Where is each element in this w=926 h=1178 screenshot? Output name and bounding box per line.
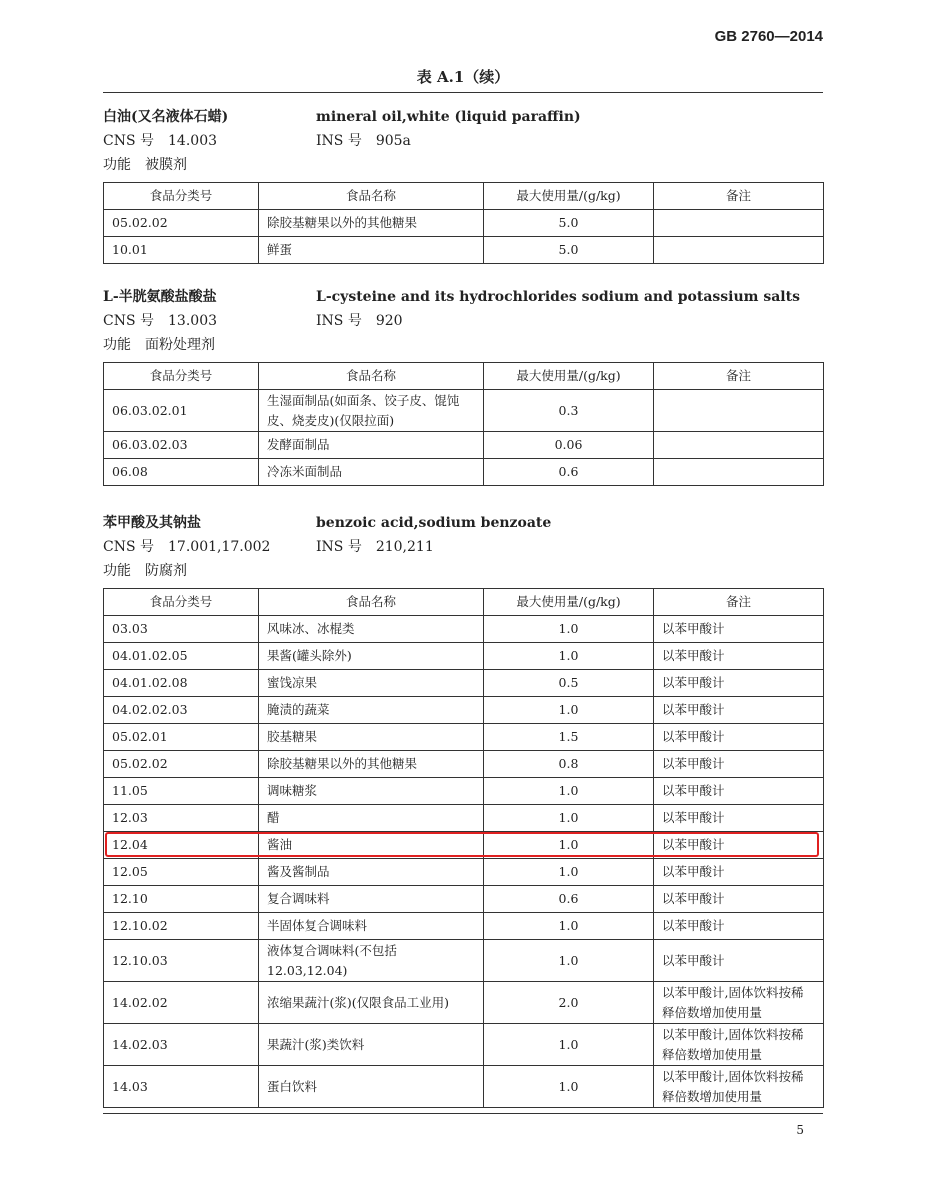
table-row <box>104 886 824 913</box>
name-en: L-cysteine and its hydrochlorides sodium and potassium salts <box>316 289 800 305</box>
category-code-cell: 06.08 <box>104 459 259 486</box>
table-row <box>104 982 824 1024</box>
table-header <box>104 589 824 616</box>
cns-number: 14.003 <box>168 133 218 149</box>
function-line <box>103 333 823 357</box>
name-line <box>103 105 823 129</box>
max-usage-cell: 1.0 <box>484 913 654 940</box>
max-usage-cell: 0.6 <box>484 459 654 486</box>
column-header: 食品分类号 <box>104 589 259 616</box>
table-row <box>104 670 824 697</box>
food-name-cell: 胶基糖果 <box>259 724 484 751</box>
ins-number: 905a <box>375 133 411 149</box>
table-row <box>104 913 824 940</box>
ins-label: INS 号 <box>316 539 362 555</box>
category-code-cell: 12.05 <box>104 859 259 886</box>
remark-cell: 以苯甲酸计 <box>654 940 824 982</box>
category-code-cell: 12.10.02 <box>104 913 259 940</box>
category-code-cell: 04.01.02.08 <box>104 670 259 697</box>
food-name-cell: 调味糖浆 <box>259 778 484 805</box>
food-name-cell: 浓缩果蔬汁(浆)(仅限食品工业用) <box>259 982 484 1024</box>
remark-cell: 以苯甲酸计,固体饮料按稀释倍数增加使用量 <box>654 982 824 1024</box>
cns-label: CNS 号 <box>103 539 155 555</box>
table-row <box>104 832 824 859</box>
remark-cell <box>654 459 824 486</box>
function-value: 被膜剂 <box>145 157 187 173</box>
name-line <box>103 511 823 535</box>
table-row <box>104 751 824 778</box>
cns-number: 17.001,17.002 <box>168 539 271 555</box>
food-name-cell: 发酵面制品 <box>259 432 484 459</box>
remark-cell: 以苯甲酸计 <box>654 886 824 913</box>
column-header: 备注 <box>654 589 824 616</box>
ins-number: 210,211 <box>375 539 434 555</box>
remark-cell <box>654 390 824 432</box>
food-name-cell: 除胶基糖果以外的其他糖果 <box>259 751 484 778</box>
max-usage-cell: 1.0 <box>484 832 654 859</box>
footer-rule <box>103 1113 823 1114</box>
table-row <box>104 390 824 432</box>
code-line <box>103 129 823 153</box>
function-label: 功能 <box>103 157 131 173</box>
function-label: 功能 <box>103 563 131 579</box>
name-cn: 白油(又名液体石蜡) <box>103 109 229 125</box>
max-usage-cell: 1.0 <box>484 1024 654 1066</box>
max-usage-cell: 1.0 <box>484 697 654 724</box>
remark-cell <box>654 237 824 264</box>
function-label: 功能 <box>103 337 131 353</box>
remark-cell: 以苯甲酸计,固体饮料按稀释倍数增加使用量 <box>654 1066 824 1108</box>
column-header: 食品分类号 <box>104 183 259 210</box>
table-row <box>104 616 824 643</box>
food-name-cell: 复合调味料 <box>259 886 484 913</box>
name-en: benzoic acid,sodium benzoate <box>316 515 552 531</box>
food-name-cell: 酱油 <box>259 832 484 859</box>
remark-cell: 以苯甲酸计 <box>654 616 824 643</box>
remark-cell: 以苯甲酸计,固体饮料按稀释倍数增加使用量 <box>654 1024 824 1066</box>
remark-cell <box>654 432 824 459</box>
category-code-cell: 14.02.03 <box>104 1024 259 1066</box>
name-line <box>103 285 823 309</box>
table-row <box>104 805 824 832</box>
code-line <box>103 309 823 333</box>
category-code-cell: 04.01.02.05 <box>104 643 259 670</box>
additive-section <box>103 285 823 486</box>
table-row <box>104 859 824 886</box>
ins-number: 920 <box>375 313 403 329</box>
category-code-cell: 12.04 <box>104 832 259 859</box>
cns-label: CNS 号 <box>103 313 155 329</box>
header-rule <box>103 92 823 93</box>
max-usage-cell: 1.0 <box>484 778 654 805</box>
table-row <box>104 1066 824 1108</box>
remark-cell <box>654 210 824 237</box>
category-code-cell: 06.03.02.01 <box>104 390 259 432</box>
food-name-cell: 蜜饯凉果 <box>259 670 484 697</box>
category-code-cell: 14.02.02 <box>104 982 259 1024</box>
table-row <box>104 210 824 237</box>
column-header: 最大使用量/(g/kg) <box>484 183 654 210</box>
function-line <box>103 153 823 177</box>
column-header: 食品名称 <box>259 183 484 210</box>
max-usage-cell: 5.0 <box>484 210 654 237</box>
code-line <box>103 535 823 559</box>
cns-number: 13.003 <box>168 313 218 329</box>
remark-cell: 以苯甲酸计 <box>654 697 824 724</box>
remark-cell: 以苯甲酸计 <box>654 913 824 940</box>
max-usage-cell: 0.8 <box>484 751 654 778</box>
category-code-cell: 05.02.02 <box>104 210 259 237</box>
max-usage-cell: 1.0 <box>484 616 654 643</box>
table-row <box>104 724 824 751</box>
column-header: 最大使用量/(g/kg) <box>484 363 654 390</box>
category-code-cell: 11.05 <box>104 778 259 805</box>
cns-label: CNS 号 <box>103 133 155 149</box>
remark-cell: 以苯甲酸计 <box>654 643 824 670</box>
food-name-cell: 果蔬汁(浆)类饮料 <box>259 1024 484 1066</box>
max-usage-cell: 1.5 <box>484 724 654 751</box>
remark-cell: 以苯甲酸计 <box>654 724 824 751</box>
usage-table <box>103 588 824 1108</box>
max-usage-cell: 1.0 <box>484 805 654 832</box>
category-code-cell: 14.03 <box>104 1066 259 1108</box>
max-usage-cell: 2.0 <box>484 982 654 1024</box>
max-usage-cell: 1.0 <box>484 643 654 670</box>
remark-cell: 以苯甲酸计 <box>654 670 824 697</box>
table-row <box>104 1024 824 1066</box>
category-code-cell: 10.01 <box>104 237 259 264</box>
usage-table <box>103 362 824 486</box>
category-code-cell: 06.03.02.03 <box>104 432 259 459</box>
category-code-cell: 04.02.02.03 <box>104 697 259 724</box>
category-code-cell: 12.10.03 <box>104 940 259 982</box>
food-name-cell: 醋 <box>259 805 484 832</box>
column-header: 备注 <box>654 363 824 390</box>
category-code-cell: 03.03 <box>104 616 259 643</box>
remark-cell: 以苯甲酸计 <box>654 778 824 805</box>
table-row <box>104 697 824 724</box>
column-header: 最大使用量/(g/kg) <box>484 589 654 616</box>
table-row <box>104 459 824 486</box>
name-cn: 苯甲酸及其钠盐 <box>103 515 201 531</box>
additive-section <box>103 511 823 1108</box>
page-number: 5 <box>796 1123 804 1137</box>
food-name-cell: 生湿面制品(如面条、饺子皮、馄饨皮、烧麦皮)(仅限拉面) <box>259 390 484 432</box>
column-header: 食品名称 <box>259 589 484 616</box>
usage-table <box>103 182 824 264</box>
table-title: 表 A.1（续） <box>416 68 510 86</box>
function-value: 面粉处理剂 <box>145 337 215 353</box>
food-name-cell: 腌渍的蔬菜 <box>259 697 484 724</box>
max-usage-cell: 0.6 <box>484 886 654 913</box>
food-name-cell: 鲜蛋 <box>259 237 484 264</box>
standard-number: GB 2760—2014 <box>714 28 823 45</box>
table-header <box>104 183 824 210</box>
category-code-cell: 05.02.02 <box>104 751 259 778</box>
max-usage-cell: 0.3 <box>484 390 654 432</box>
name-en: mineral oil,white (liquid paraffin) <box>316 109 581 125</box>
remark-cell: 以苯甲酸计 <box>654 832 824 859</box>
table-row <box>104 237 824 264</box>
food-name-cell: 蛋白饮料 <box>259 1066 484 1108</box>
food-name-cell: 除胶基糖果以外的其他糖果 <box>259 210 484 237</box>
food-name-cell: 果酱(罐头除外) <box>259 643 484 670</box>
ins-label: INS 号 <box>316 313 362 329</box>
table-row <box>104 432 824 459</box>
max-usage-cell: 0.5 <box>484 670 654 697</box>
remark-cell: 以苯甲酸计 <box>654 751 824 778</box>
additive-section <box>103 105 823 264</box>
food-name-cell: 酱及酱制品 <box>259 859 484 886</box>
remark-cell: 以苯甲酸计 <box>654 859 824 886</box>
category-code-cell: 12.10 <box>104 886 259 913</box>
max-usage-cell: 5.0 <box>484 237 654 264</box>
table-row <box>104 643 824 670</box>
max-usage-cell: 1.0 <box>484 859 654 886</box>
table-header <box>104 363 824 390</box>
food-name-cell: 风味冰、冰棍类 <box>259 616 484 643</box>
remark-cell: 以苯甲酸计 <box>654 805 824 832</box>
column-header: 备注 <box>654 183 824 210</box>
max-usage-cell: 1.0 <box>484 940 654 982</box>
name-cn: L-半胱氨酸盐酸盐 <box>103 289 217 305</box>
function-line <box>103 559 823 583</box>
function-value: 防腐剂 <box>145 563 187 579</box>
table-row <box>104 940 824 982</box>
category-code-cell: 05.02.01 <box>104 724 259 751</box>
food-name-cell: 液体复合调味料(不包括 12.03,12.04) <box>259 940 484 982</box>
max-usage-cell: 0.06 <box>484 432 654 459</box>
max-usage-cell: 1.0 <box>484 1066 654 1108</box>
food-name-cell: 半固体复合调味料 <box>259 913 484 940</box>
category-code-cell: 12.03 <box>104 805 259 832</box>
table-row <box>104 778 824 805</box>
column-header: 食品名称 <box>259 363 484 390</box>
column-header: 食品分类号 <box>104 363 259 390</box>
food-name-cell: 冷冻米面制品 <box>259 459 484 486</box>
ins-label: INS 号 <box>316 133 362 149</box>
